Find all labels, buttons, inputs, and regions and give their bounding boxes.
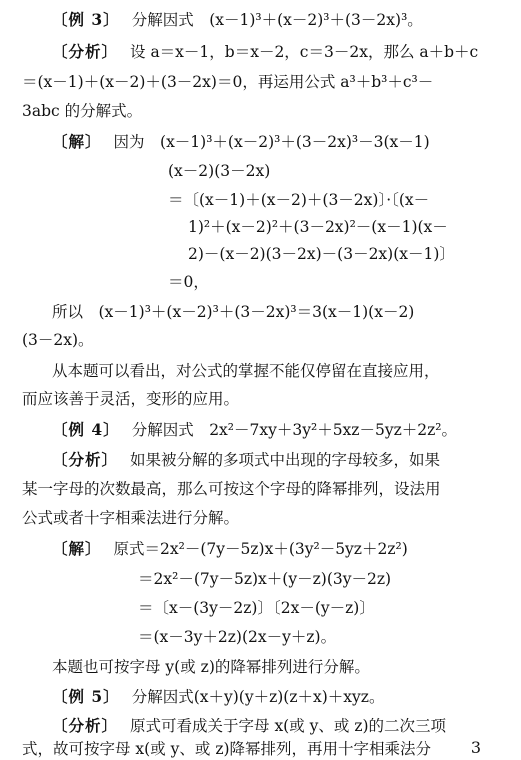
conclusion-line: 所以 (x－1)³＋(x－2)³＋(3－2x)³＝3(x－1)(x－2) bbox=[52, 303, 415, 321]
line-text: 原式可看成关于字母 x(或 y、或 z)的二次三项 bbox=[130, 717, 447, 735]
text-line: 而应该善于灵活，变形的应用。 bbox=[22, 390, 240, 408]
math-line: ＝2x²－(7y－5z)x＋(y－z)(3y－2z) bbox=[138, 570, 392, 588]
analysis-tag: 〔分析〕 bbox=[52, 42, 119, 61]
example-tag: 〔例 3〕 bbox=[52, 10, 120, 29]
example-5-line bbox=[52, 683, 500, 711]
math-line: 2)－(x－2)(3－2x)－(3－2x)(x－1)〕 bbox=[188, 245, 455, 263]
line-text: 如果被分解的多项式中出现的字母较多，如果 bbox=[130, 451, 441, 469]
analysis-tag: 〔分析〕 bbox=[52, 716, 119, 735]
math-line: ＝〔x－(3y－2z)〕〔2x－(y－z)〕 bbox=[138, 599, 375, 617]
text-line: 式，故可按字母 x(或 y、或 z)降幂排列，再用十字相乘法分 bbox=[22, 740, 432, 758]
text-line: ＝(x－1)＋(x－2)＋(3－2x)＝0，再运用公式 a³＋b³＋c³－ bbox=[22, 73, 434, 91]
math-line: 1)²＋(x－2)²＋(3－2x)²－(x－1)(x－ bbox=[188, 218, 448, 236]
line-text: 设 a＝x－1，b＝x－2，c＝3－2x，那么 a＋b＋c bbox=[130, 43, 479, 61]
example-tag: 〔例 4〕 bbox=[52, 420, 120, 439]
paragraph-line: 从本题可以看出，对公式的掌握不能仅停留在直接应用， bbox=[52, 362, 440, 380]
math-line: ＝0， bbox=[168, 273, 209, 291]
solution-line bbox=[52, 535, 500, 563]
solution-tag: 〔解〕 bbox=[52, 132, 102, 151]
line-text: 分解因式 2x²－7xy＋3y²＋5xz－5yz＋2z²。 bbox=[131, 421, 457, 439]
line-text: 分解因式 (x－1)³＋(x－2)³＋(3－2x)³。 bbox=[131, 11, 423, 29]
solution-line bbox=[52, 128, 500, 156]
text-line: 公式或者十字相乘法进行分解。 bbox=[22, 509, 240, 527]
line-text: 原式＝2x²－(7y－5z)x＋(3y²－5yz＋2z²) bbox=[113, 540, 408, 558]
example-3-line bbox=[52, 6, 500, 34]
text-line: 3abc 的分解式。 bbox=[22, 102, 143, 120]
example-tag: 〔例 5〕 bbox=[52, 687, 120, 706]
example-4-line bbox=[52, 416, 500, 444]
math-line: ＝〔(x－1)＋(x－2)＋(3－2x)〕·〔(x－ bbox=[168, 191, 430, 209]
line-text: 因为 (x－1)³＋(x－2)³＋(3－2x)³－3(x－1) bbox=[113, 133, 430, 151]
paragraph-line: 本题也可按字母 y(或 z)的降幂排列进行分解。 bbox=[52, 658, 370, 676]
solution-tag: 〔解〕 bbox=[52, 539, 102, 558]
analysis-line bbox=[52, 446, 500, 474]
math-line: (x－2)(3－2x) bbox=[168, 162, 271, 180]
analysis-line bbox=[52, 38, 500, 66]
line-text: 分解因式(x＋y)(y＋z)(z＋x)＋xyz。 bbox=[131, 688, 385, 706]
analysis-line bbox=[52, 712, 472, 740]
math-line: ＝(x－3y＋2z)(2x－y＋z)。 bbox=[138, 628, 337, 646]
analysis-tag: 〔分析〕 bbox=[52, 450, 119, 469]
text-line: (3－2x)。 bbox=[22, 331, 94, 349]
page-number: 3 bbox=[470, 738, 481, 757]
text-line: 某一字母的次数最高，那么可按这个字母的降幂排列，设法用 bbox=[22, 480, 441, 498]
